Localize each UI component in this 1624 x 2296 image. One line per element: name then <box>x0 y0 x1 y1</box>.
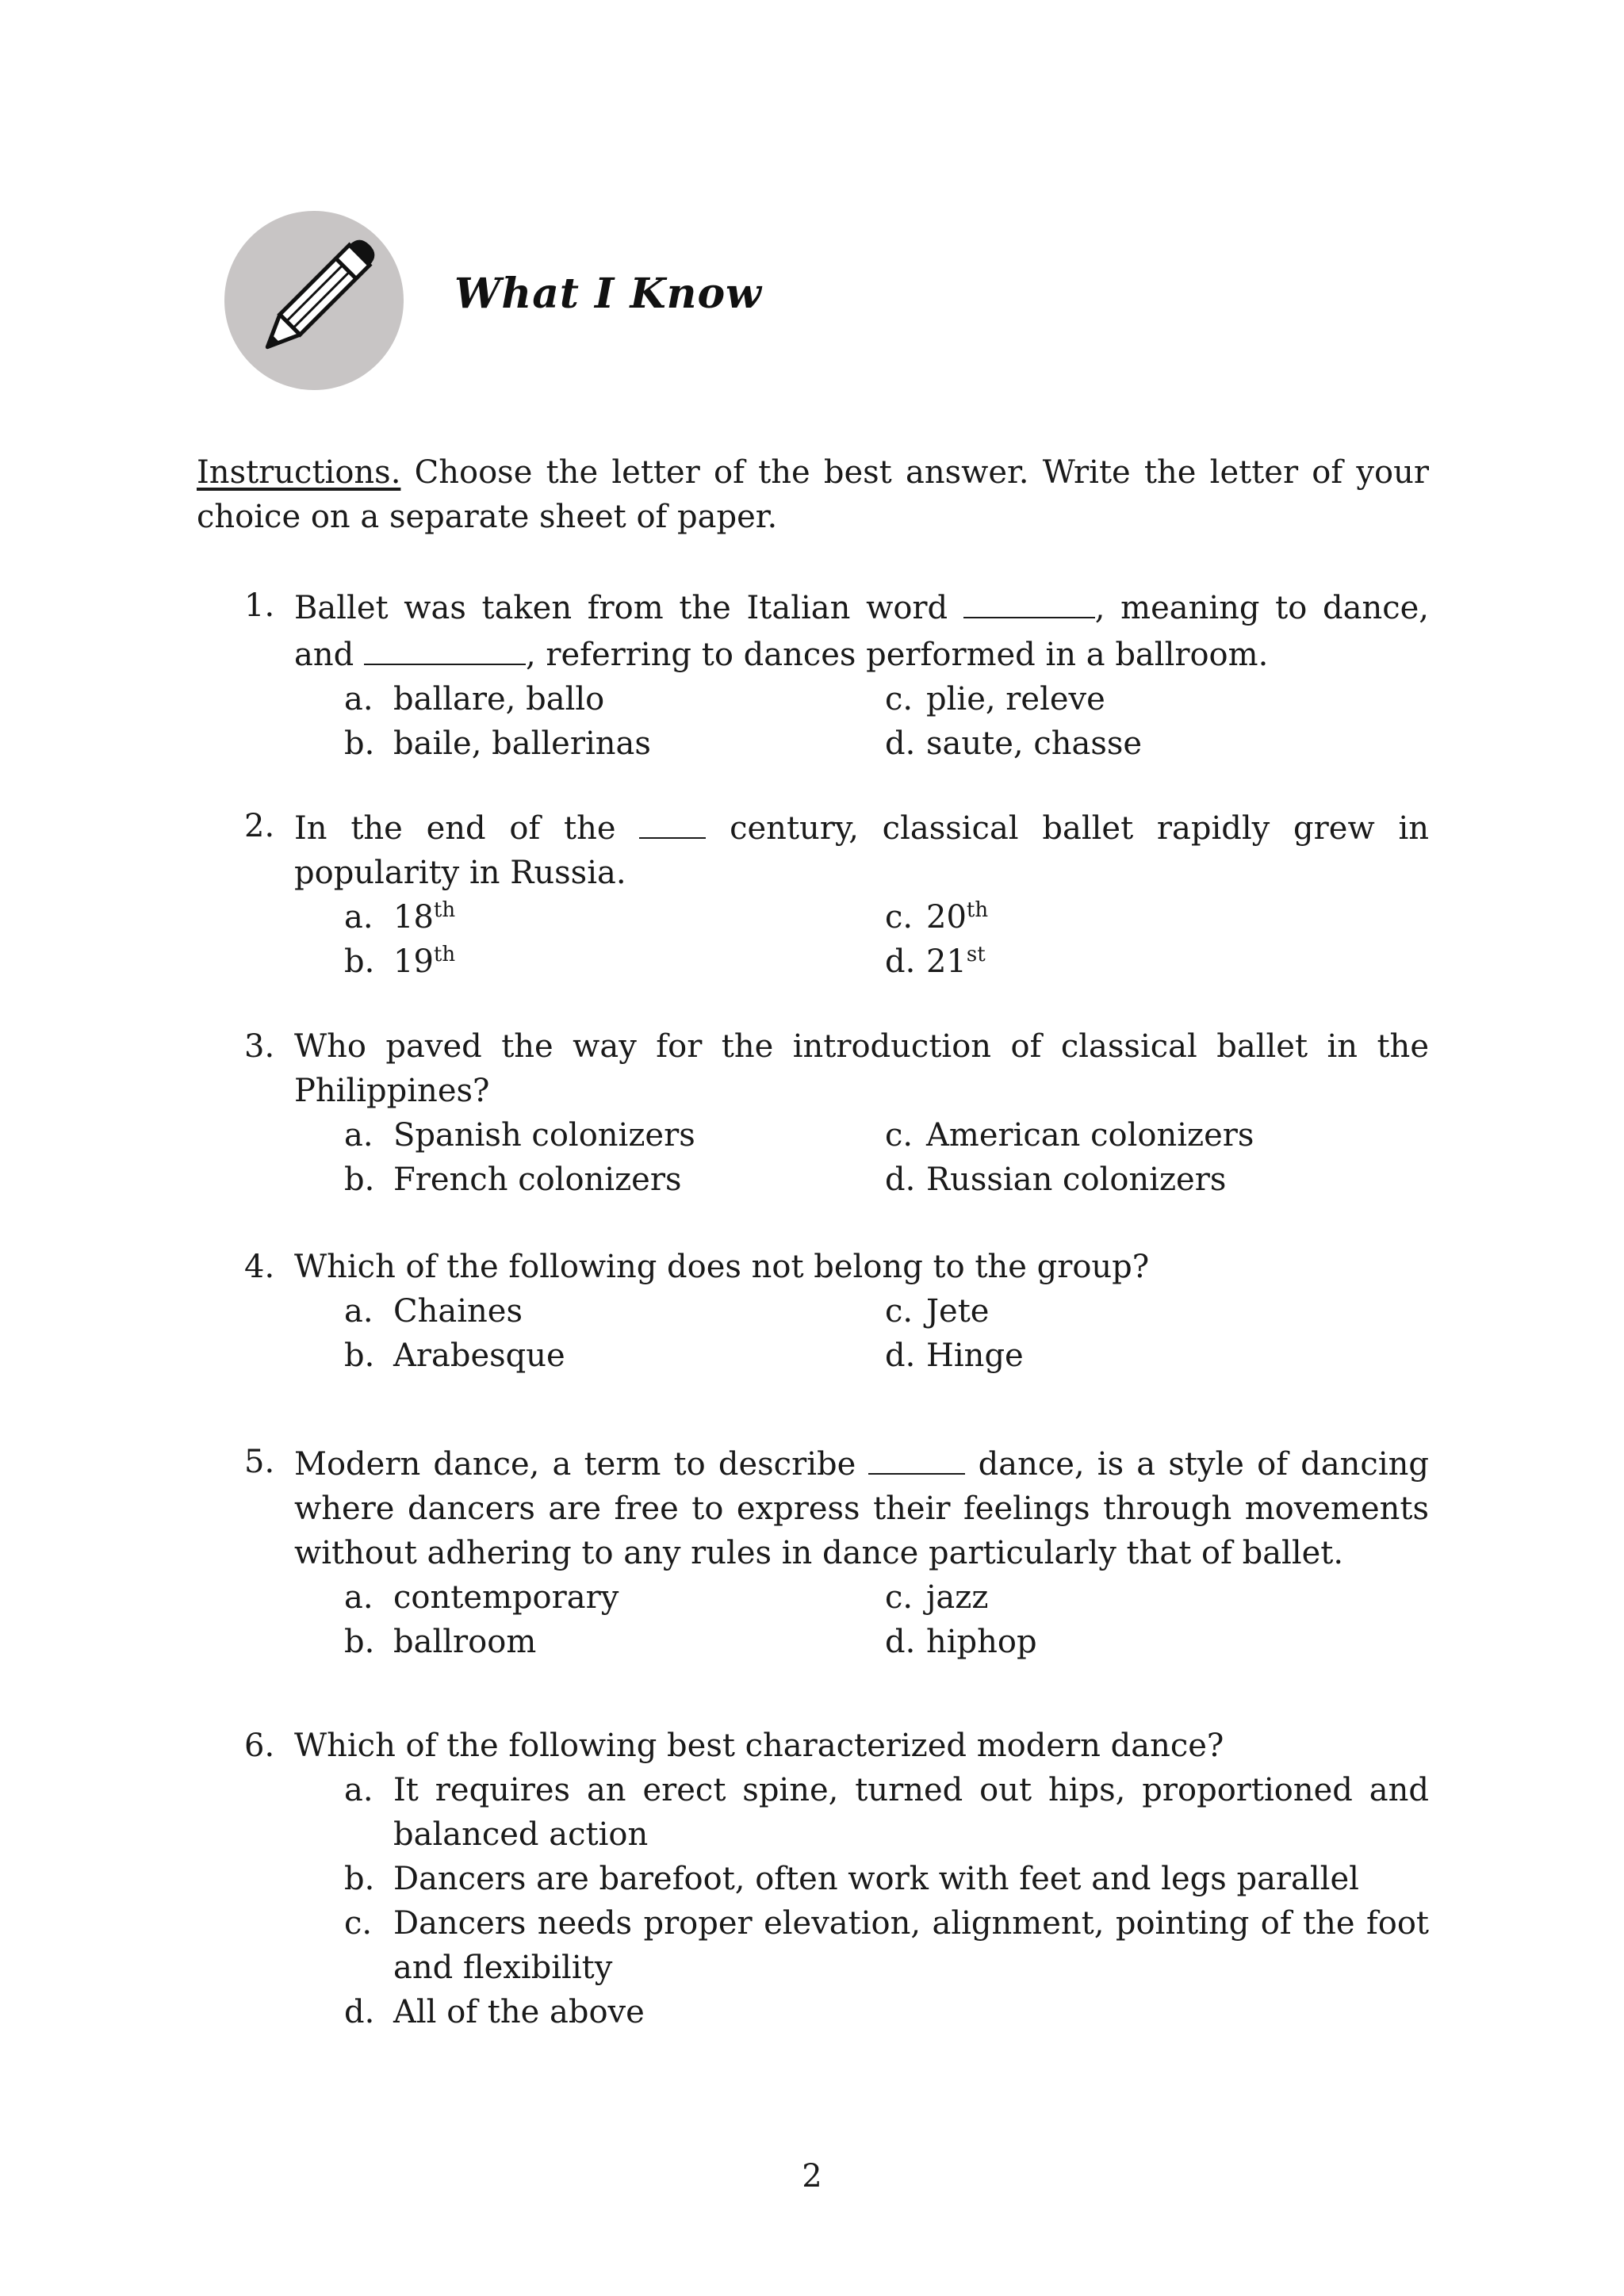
choice-b <box>344 1857 1429 1901</box>
choice-text: ballroom <box>393 1624 537 1660</box>
choice-letter: a. <box>344 1117 373 1154</box>
choice-superscript: th <box>966 898 989 922</box>
choice-d <box>885 1620 1037 1664</box>
choice-text: Spanish colonizers <box>393 1117 695 1154</box>
choice-letter: b. <box>344 1624 375 1660</box>
choice-letter: a. <box>344 899 373 936</box>
question-text-part: Ballet was taken from the Italian word <box>294 590 963 626</box>
choice-superscript: th <box>433 898 456 922</box>
question-text: Which of the following best characterized modern dance? <box>294 1728 1224 1764</box>
question-text <box>294 1440 1429 1575</box>
question-number: 2. <box>244 808 275 844</box>
question-text: Who paved the way for the introduction of classical ballet in the Philippines? <box>294 1028 1429 1109</box>
choice-letter: a. <box>344 681 373 718</box>
choice-letter: c. <box>344 1905 373 1942</box>
choice-text: ballare, ballo <box>393 681 605 718</box>
question-1 <box>244 584 1429 766</box>
choice-superscript: st <box>966 943 986 966</box>
choice-a <box>344 1113 695 1158</box>
choice-letter: a. <box>344 1772 373 1808</box>
choice-d <box>344 1990 1429 2034</box>
choice-c <box>885 1113 1254 1158</box>
question-text-part: century, classical ballet rapidly grew in popularity in Russia. <box>294 810 1430 891</box>
choice-text: Hinge <box>926 1337 1024 1374</box>
choice-text: Arabesque <box>393 1337 565 1374</box>
question-text: Which of the following does not belong to the group? <box>294 1249 1150 1285</box>
choice-letter: c. <box>885 1117 914 1154</box>
choice-text: saute, chasse <box>926 725 1143 762</box>
choice-b <box>344 721 651 766</box>
choice-letter: b. <box>344 1337 375 1374</box>
question-6 <box>244 1724 1429 2034</box>
question-3 <box>244 1024 1429 1202</box>
choice-text: American colonizers <box>926 1117 1254 1154</box>
question-number: 1. <box>244 587 275 624</box>
question-text-part: , meaning to dance, and <box>294 590 1429 673</box>
choice-a <box>344 1575 619 1620</box>
choice-text: 19 <box>393 943 434 980</box>
choice-c <box>885 677 1105 721</box>
choice-letter: d. <box>885 1337 916 1374</box>
choice-d <box>885 1158 1226 1202</box>
choice-text: French colonizers <box>393 1161 682 1198</box>
choice-letter: d. <box>344 1994 375 2030</box>
choice-letter: a. <box>344 1293 373 1330</box>
choice-text: hiphop <box>926 1624 1037 1660</box>
choice-text: plie, releve <box>926 681 1105 718</box>
choices <box>344 1575 1429 1664</box>
choice-text: Chaines <box>393 1293 523 1330</box>
choices <box>344 1768 1429 2034</box>
choice-a <box>344 677 604 721</box>
choice-text: baile, ballerinas <box>393 725 651 762</box>
choice-text: Dancers needs proper elevation, alignment, pointing of the foot and flexibility <box>393 1905 1429 1986</box>
choice-letter: a. <box>344 1579 373 1616</box>
choice-c <box>344 1901 1429 1990</box>
choice-text: 21 <box>926 943 967 980</box>
answer-blank <box>639 804 706 839</box>
choice-d <box>885 939 986 984</box>
choice-b <box>344 1158 682 1202</box>
choice-letter: c. <box>885 681 914 718</box>
question-text-part: dance, is a style of dancing where dancers are free to express their feelings through movements without adhering to any rules in dance particularly that of ballet. <box>294 1446 1429 1571</box>
choice-letter: d. <box>885 1624 916 1660</box>
choice-letter: d. <box>885 1161 916 1198</box>
choice-letter: c. <box>885 1293 914 1330</box>
question-text-part: Modern dance, a term to describe <box>294 1446 869 1483</box>
choice-a <box>344 1768 1429 1857</box>
choices <box>344 677 1429 766</box>
pencil-icon <box>224 211 404 390</box>
choice-c <box>885 895 988 939</box>
page-number: 2 <box>802 2158 822 2195</box>
instructions <box>197 450 1429 539</box>
choice-superscript: th <box>433 943 456 966</box>
choice-a <box>344 1289 523 1334</box>
choice-letter: b. <box>344 1161 375 1198</box>
choice-text: All of the above <box>393 1994 645 2030</box>
choice-text: Dancers are barefoot, often work with feet and legs parallel <box>393 1861 1359 1897</box>
question-number: 5. <box>244 1444 275 1480</box>
choice-text: contemporary <box>393 1579 619 1616</box>
answer-blank <box>364 630 526 665</box>
choice-b <box>344 939 455 984</box>
question-number: 6. <box>244 1728 275 1764</box>
choice-b <box>344 1334 565 1378</box>
choice-letter: c. <box>885 1579 914 1616</box>
choice-text: jazz <box>926 1579 989 1616</box>
question-text <box>294 584 1429 677</box>
question-text-part: In the end of the <box>294 810 640 847</box>
question-text-part: , referring to dances performed in a ballroom. <box>525 637 1269 673</box>
section-title: What I Know <box>454 270 762 318</box>
choice-c <box>885 1575 988 1620</box>
instructions-text: Choose the letter of the best answer. Write the letter of your choice on a separate sheet of paper. <box>197 454 1429 535</box>
question-5 <box>244 1440 1429 1664</box>
choice-letter: d. <box>885 725 916 762</box>
choices <box>344 895 1429 984</box>
question-4 <box>244 1245 1429 1378</box>
instructions-label: Instructions. <box>197 454 401 491</box>
choice-text: 20 <box>926 899 967 936</box>
choice-letter: b. <box>344 943 375 980</box>
answer-blank <box>963 584 1095 618</box>
choice-text: 18 <box>393 899 434 936</box>
choice-letter: b. <box>344 725 375 762</box>
answer-blank <box>868 1440 965 1475</box>
question-2 <box>244 804 1429 984</box>
choices <box>344 1289 1429 1378</box>
choice-b <box>344 1620 536 1664</box>
question-text <box>294 804 1429 895</box>
choice-letter: d. <box>885 943 916 980</box>
question-number: 3. <box>244 1028 275 1065</box>
choice-text: Russian colonizers <box>926 1161 1227 1198</box>
choice-d <box>885 721 1142 766</box>
choice-letter: b. <box>344 1861 375 1897</box>
choices <box>344 1113 1429 1202</box>
choice-d <box>885 1334 1024 1378</box>
choice-text: Jete <box>926 1293 990 1330</box>
choice-text: It requires an erect spine, turned out hips, proportioned and balanced action <box>393 1772 1429 1853</box>
choice-c <box>885 1289 989 1334</box>
question-number: 4. <box>244 1249 275 1285</box>
choice-letter: c. <box>885 899 914 936</box>
choice-a <box>344 895 455 939</box>
